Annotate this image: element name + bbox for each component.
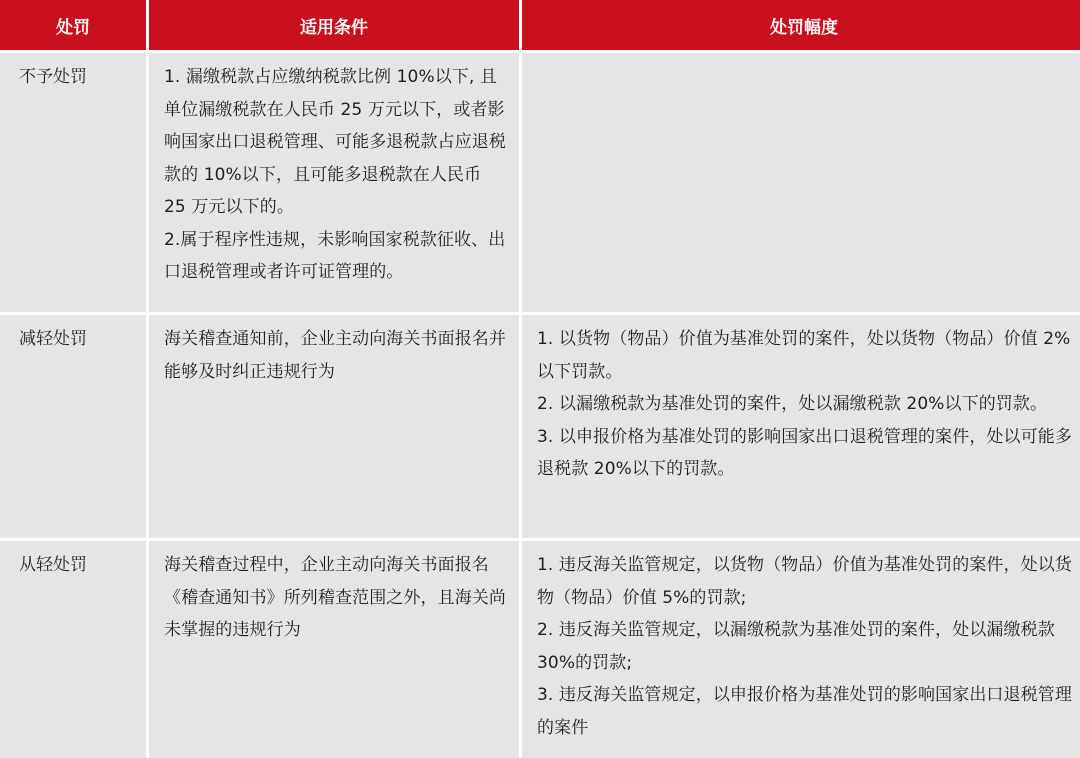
header-row — [0, 0, 1080, 50]
range-cell — [522, 315, 1080, 538]
condition-text: 海关稽查过程中，企业主动向海关书面报名《稽查通知书》所列稽查范围之外，且海关尚未掌握的违规行为 — [164, 555, 506, 640]
penalty-name: 从轻处罚 — [0, 541, 146, 758]
range-text: 1. 以货物（物品）价值为基准处罚的案件，处以货物（物品）价值 2%以下罚款。 — [537, 329, 1071, 382]
range-text: 2. 违反海关监管规定，以漏缴税款为基准处罚的案件，处以漏缴税款 30%的罚款; — [537, 620, 1055, 673]
header-range: 处罚幅度 — [522, 0, 1080, 50]
condition-cell — [149, 541, 519, 758]
condition-text: 海关稽查通知前，企业主动向海关书面报名并能够及时纠正违规行为 — [164, 329, 506, 382]
range-cell — [522, 541, 1080, 758]
range-text: 1. 违反海关监管规定，以货物（物品）价值为基准处罚的案件，处以货物（物品）价值 5%的罚款; — [537, 555, 1072, 608]
table-body — [0, 53, 1080, 758]
condition-cell — [149, 53, 519, 312]
range-cell — [522, 53, 1080, 312]
table-header — [0, 0, 1080, 50]
table-row — [0, 541, 1080, 758]
penalty-name: 不予处罚 — [0, 53, 146, 312]
range-text: 2. 以漏缴税款为基准处罚的案件，处以漏缴税款 20%以下的罚款。 — [537, 394, 1048, 414]
table-row — [0, 53, 1080, 312]
condition-text: 2.属于程序性违规，未影响国家税款征收、出口退税管理或者许可证管理的。 — [164, 229, 506, 282]
table-row — [0, 315, 1080, 538]
header-penalty: 处罚 — [0, 0, 146, 50]
range-text: 3. 违反海关监管规定，以申报价格为基准处罚的影响国家出口退税管理的案件 — [537, 685, 1072, 738]
penalty-name: 减轻处罚 — [0, 315, 146, 538]
condition-cell — [149, 315, 519, 538]
condition-text: 1. 漏缴税款占应缴纳税款比例 10%以下, 且单位漏缴税款在人民币 25 万元以下，或者影响国家出口退税管理、可能多退税款占应退税款的 10%以下，且可能多退税款在人民币 25 万元以下的。 — [164, 67, 506, 217]
range-text: 3. 以申报价格为基准处罚的影响国家出口退税管理的案件，处以可能多退税款 20%以下的罚款。 — [537, 426, 1072, 479]
header-condition: 适用条件 — [149, 0, 519, 50]
